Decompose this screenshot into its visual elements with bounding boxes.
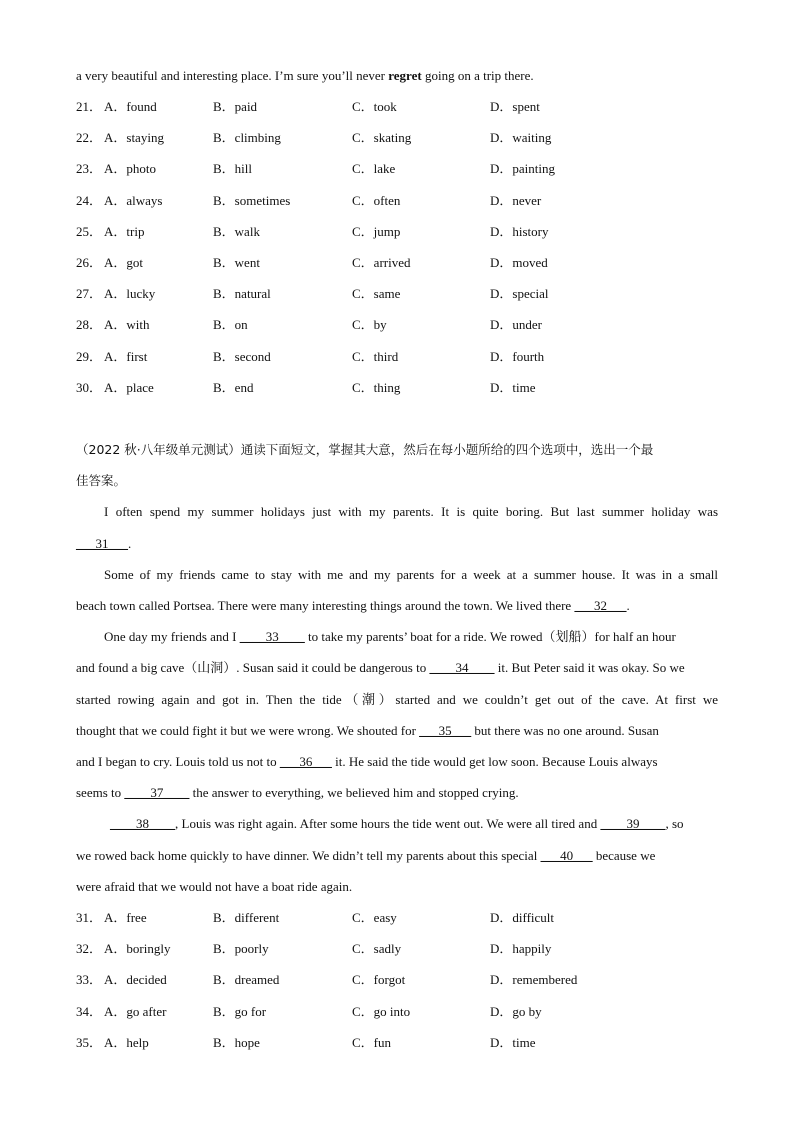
blank-33: ____33____ xyxy=(239,629,305,644)
option-d[interactable]: D．go by xyxy=(490,1003,542,1019)
punct: . xyxy=(128,536,132,551)
question-number: 33． xyxy=(76,972,103,988)
question-number: 24． xyxy=(76,192,103,208)
blank-32: ___32___ xyxy=(574,598,627,613)
option-b[interactable]: B．natural xyxy=(213,286,271,302)
blank-39: ____39____ xyxy=(600,816,666,831)
question-row xyxy=(76,379,718,397)
question-number: 21． xyxy=(76,99,103,114)
intro-line xyxy=(76,67,718,85)
option-d[interactable]: D．moved xyxy=(490,255,548,270)
option-d[interactable]: D．difficult xyxy=(490,910,555,925)
passage-text: it. He said the tide would get low soon. Because Louis always xyxy=(331,754,658,769)
option-c[interactable]: C．often xyxy=(352,192,401,208)
option-c[interactable]: C．arrived xyxy=(352,255,411,270)
passage-p2-line2 xyxy=(76,597,718,615)
option-b[interactable]: B．dreamed xyxy=(213,972,280,988)
option-c[interactable]: C．thing xyxy=(352,379,401,395)
option-d[interactable]: D．spent xyxy=(490,99,540,114)
question-row xyxy=(76,348,718,366)
option-d[interactable]: D．never xyxy=(490,192,542,208)
question-row xyxy=(76,223,718,241)
option-b[interactable]: B．different xyxy=(213,910,280,925)
question-number: 29． xyxy=(76,348,103,364)
option-b[interactable]: B．hill xyxy=(213,161,253,177)
option-d[interactable]: D．painting xyxy=(490,161,555,177)
question-number: 32． xyxy=(76,941,103,957)
option-a[interactable]: A．first xyxy=(104,348,148,364)
option-a[interactable]: A．go after xyxy=(104,1003,167,1019)
passage-p3-line3: started rowing again and got in. Then the tide（潮）started and we couldn’t get out of the cave. At first we xyxy=(76,692,718,707)
section-header-line2: 佳答案。 xyxy=(76,473,127,488)
passage-text: seems to xyxy=(76,785,125,800)
option-b[interactable]: B．hope xyxy=(213,1034,260,1050)
intro-text: a very beautiful and interesting place. I’m sure you’ll never xyxy=(76,68,389,83)
passage-p3-line6 xyxy=(76,784,718,802)
question-number: 30． xyxy=(76,379,103,395)
passage-p3-line2 xyxy=(76,659,718,677)
question-row xyxy=(76,129,718,147)
question-row xyxy=(76,98,718,116)
blank-37: ____37____ xyxy=(124,785,190,800)
passage-text: but there was no one around. Susan xyxy=(471,723,659,738)
option-c[interactable]: C．took xyxy=(352,99,397,114)
passage-p2-line1: Some of my friends came to stay with me and my parents for a week at a summer house. It was in a small xyxy=(104,567,718,582)
option-a[interactable]: A．free xyxy=(104,910,147,925)
option-a[interactable]: A．photo xyxy=(104,161,157,177)
option-a[interactable]: A．help xyxy=(104,1034,149,1050)
passage-text: , so xyxy=(665,816,684,831)
passage-text: and I began to cry. Louis told us not to xyxy=(76,754,280,769)
blank-35: ___35___ xyxy=(419,723,472,738)
question-row xyxy=(76,971,718,989)
option-c[interactable]: C．sadly xyxy=(352,941,402,957)
punct: . xyxy=(626,598,630,613)
passage-p1-line1: I often spend my summer holidays just with my parents. It is quite boring. But last summer holiday was xyxy=(104,504,718,519)
option-c[interactable]: C．jump xyxy=(352,223,401,239)
option-b[interactable]: B．on xyxy=(213,317,248,333)
option-d[interactable]: D．fourth xyxy=(490,348,545,364)
section-header-line1: （2022 秋·八年级单元测试）通读下面短文，掌握其大意，然后在每小题所给的四个选项中，选出一个最 xyxy=(76,442,654,457)
blank-38: ____38____ xyxy=(110,816,175,831)
option-a[interactable]: A．with xyxy=(104,317,150,333)
option-a[interactable]: A．trip xyxy=(104,223,145,239)
passage-text: because we xyxy=(592,848,656,863)
option-c[interactable]: C．fun xyxy=(352,1034,392,1050)
passage-p3-line1 xyxy=(104,628,718,646)
keyword-regret: regret xyxy=(388,68,422,83)
question-row xyxy=(76,192,718,210)
question-row xyxy=(76,1003,718,1021)
option-b[interactable]: B．went xyxy=(213,255,260,270)
question-number: 25． xyxy=(76,223,103,239)
passage-text: and found a big cave（山洞）. Susan said it could be dangerous to xyxy=(76,660,430,675)
question-number: 35． xyxy=(76,1034,103,1050)
option-c[interactable]: C．forgot xyxy=(352,972,406,988)
option-c[interactable]: C．go into xyxy=(352,1003,411,1019)
question-number: 22． xyxy=(76,130,103,146)
passage-p3-line5 xyxy=(76,753,718,771)
passage-text: the answer to everything, we believed him and stopped crying. xyxy=(189,785,519,800)
option-b[interactable]: B．climbing xyxy=(213,130,281,146)
option-c[interactable]: C．same xyxy=(352,286,401,302)
option-b[interactable]: B．end xyxy=(213,379,254,395)
option-d[interactable]: D．remembered xyxy=(490,972,578,988)
passage-text: , Louis was right again. After some hours the tide went out. We were all tired and xyxy=(175,816,601,831)
passage-p1-line2 xyxy=(76,535,718,553)
passage-p4-line3: were afraid that we would not have a boat ride again. xyxy=(76,879,353,894)
option-a[interactable]: A．boringly xyxy=(104,941,171,957)
option-a[interactable]: A．lucky xyxy=(104,286,156,302)
option-b[interactable]: B．sometimes xyxy=(213,192,291,208)
passage-text: beach town called Portsea. There were many interesting things around the town. We lived there xyxy=(76,598,575,613)
option-d[interactable]: D．waiting xyxy=(490,130,552,146)
option-c[interactable]: C．easy xyxy=(352,910,397,925)
question-number: 31． xyxy=(76,910,103,925)
question-row xyxy=(76,254,718,272)
option-b[interactable]: B．paid xyxy=(213,99,258,114)
option-d[interactable]: D．time xyxy=(490,1034,536,1050)
option-c[interactable]: C．third xyxy=(352,348,399,364)
option-a[interactable]: A．place xyxy=(104,379,154,395)
question-number: 34． xyxy=(76,1003,103,1019)
option-a[interactable]: A．staying xyxy=(104,130,164,146)
blank-31: ___31___ xyxy=(76,536,128,551)
passage-text: One day my friends and I xyxy=(104,629,240,644)
option-c[interactable]: C．by xyxy=(352,317,387,333)
passage-p3-line4 xyxy=(76,722,718,740)
question-number: 28． xyxy=(76,317,103,333)
question-number: 26． xyxy=(76,255,103,270)
question-row xyxy=(76,909,718,927)
question-row xyxy=(76,1034,718,1052)
question-number: 27． xyxy=(76,286,103,302)
blank-40: ___40___ xyxy=(540,848,593,863)
question-row xyxy=(76,316,718,334)
option-d[interactable]: D．time xyxy=(490,379,536,395)
option-d[interactable]: D．history xyxy=(490,223,549,239)
passage-text: thought that we could fight it but we were wrong. We shouted for xyxy=(76,723,420,738)
option-d[interactable]: D．special xyxy=(490,286,549,302)
option-c[interactable]: C．lake xyxy=(352,161,396,177)
passage-text: to take my parents’ boat for a ride. We rowed（划船）for half an hour xyxy=(304,629,676,644)
option-d[interactable]: D．happily xyxy=(490,941,552,957)
passage-text: it. But Peter said it was okay. So we xyxy=(494,660,685,675)
passage-p4-line2 xyxy=(76,847,718,865)
question-number: 23． xyxy=(76,161,103,177)
question-row xyxy=(76,160,718,178)
option-a[interactable]: A．always xyxy=(104,192,163,208)
option-d[interactable]: D．under xyxy=(490,317,542,333)
blank-34: ____34____ xyxy=(429,660,495,675)
option-a[interactable]: A．got xyxy=(104,255,144,270)
option-b[interactable]: B．go for xyxy=(213,1003,267,1019)
passage-p4-line1 xyxy=(110,815,718,833)
question-row xyxy=(76,285,718,303)
option-c[interactable]: C．skating xyxy=(352,130,412,146)
intro-text-end: going on a trip there. xyxy=(421,68,534,83)
passage-text: we rowed back home quickly to have dinner. We didn’t tell my parents about this special xyxy=(76,848,541,863)
question-row xyxy=(76,940,718,958)
blank-36: ___36___ xyxy=(279,754,332,769)
option-b[interactable]: B．poorly xyxy=(213,941,269,957)
option-b[interactable]: B．second xyxy=(213,348,271,364)
option-a[interactable]: A．decided xyxy=(104,972,167,988)
option-b[interactable]: B．walk xyxy=(213,223,260,239)
option-a[interactable]: A．found xyxy=(104,99,157,114)
